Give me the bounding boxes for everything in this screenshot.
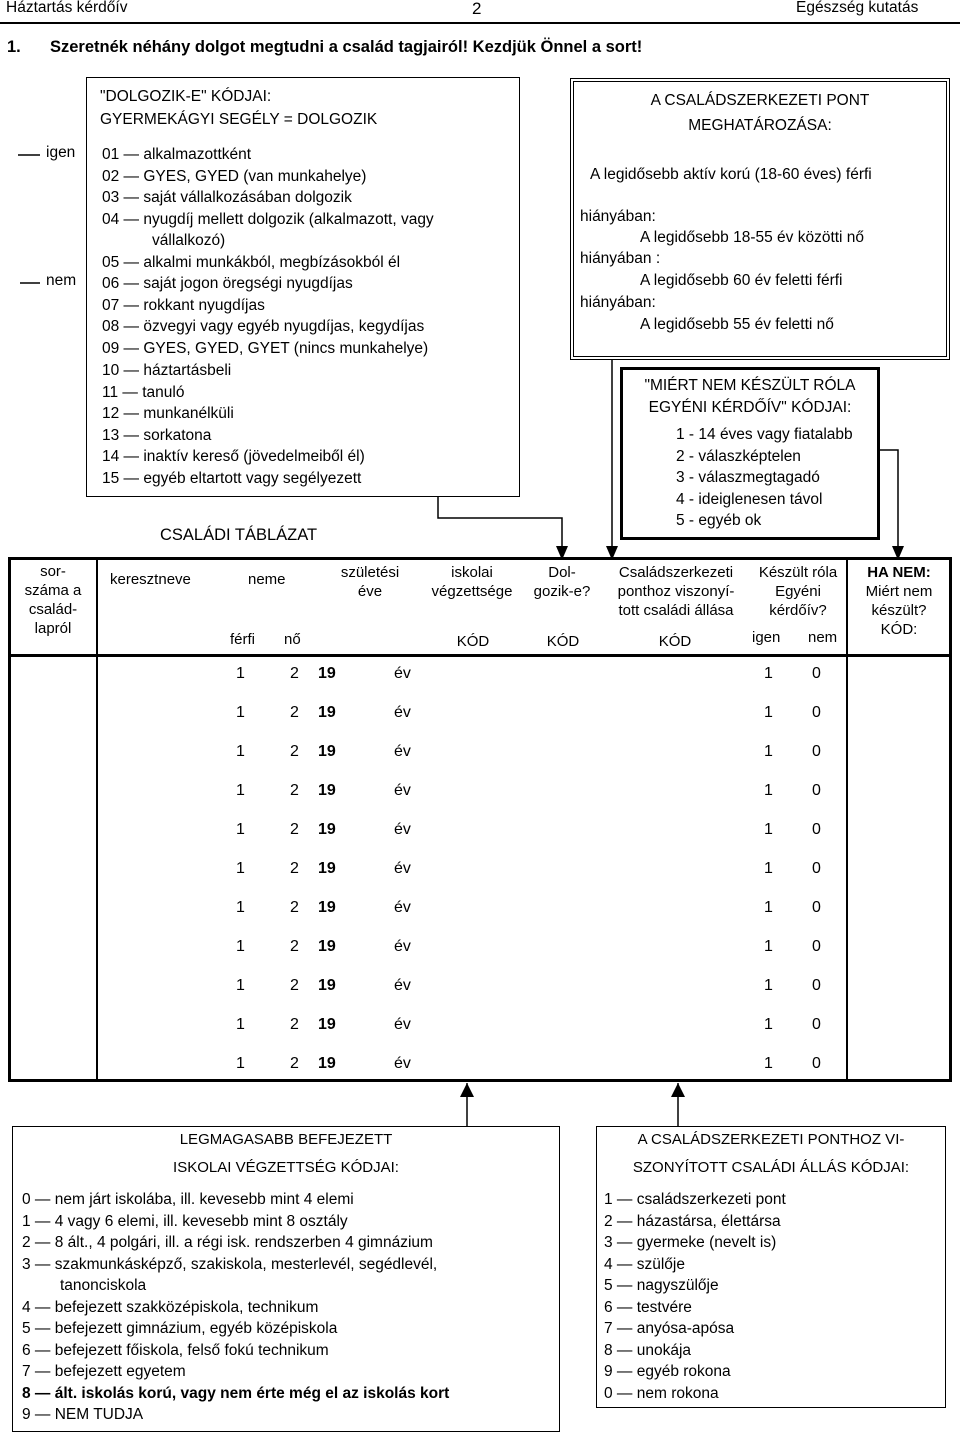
col-neme: neme — [248, 571, 286, 588]
year-unit: év — [394, 743, 411, 760]
sex-female-code[interactable]: 2 — [290, 899, 299, 916]
sex-female-code[interactable]: 2 — [290, 977, 299, 994]
education-title: LEGMAGASABB BEFEJEZETT — [179, 1131, 393, 1148]
col-no: nő — [284, 631, 301, 648]
education-item: 1 — 4 vagy 6 elemi, ill. kevesebb mint 8 osztály — [22, 1212, 348, 1230]
work-code-item: 15 — egyéb eltartott vagy segélyezett — [102, 469, 362, 487]
col-csaladszerkezeti: Családszerkezeti ponthoz viszonyí- tott családi állása — [617, 564, 735, 619]
survey-no-code[interactable]: 0 — [812, 1016, 821, 1033]
relation-list — [604, 1189, 786, 1404]
relation-subtitle: SZONYÍTOTT CSALÁDI ÁLLÁS KÓDJAI: — [632, 1159, 910, 1176]
work-code-item: 10 — háztartásbeli — [102, 362, 232, 379]
survey-no-code[interactable]: 0 — [812, 938, 821, 955]
head-point-title: A CSALÁDSZERKEZETI PONT — [650, 92, 870, 109]
sex-female-code[interactable]: 2 — [290, 860, 299, 877]
header-left: Háztartás kérdőív — [6, 0, 128, 16]
family-table-title: CSALÁDI TÁBLÁZAT — [160, 526, 318, 544]
col-iskolai-kod: KÓD — [456, 633, 490, 650]
education-item: 5 — befejezett gimnázium, egyéb középiskola — [22, 1320, 338, 1337]
sex-female-code[interactable]: 2 — [290, 665, 299, 682]
education-item: 3 — szakmunkásképző, szakiskola, mesterlevél, segédlevél, — [22, 1255, 438, 1273]
work-code-item: 03 — saját vállalkozásában dolgozik — [102, 189, 352, 206]
birth-year-prefix: 19 — [318, 782, 336, 799]
birth-year-prefix: 19 — [318, 899, 336, 916]
relation-item: 9 — egyéb rokona — [604, 1363, 731, 1380]
survey-no-code[interactable]: 0 — [812, 860, 821, 877]
sex-male-code[interactable]: 1 — [236, 782, 245, 799]
education-subtitle: ISKOLAI VÉGZETTSÉG KÓDJAI: — [173, 1159, 399, 1176]
survey-yes-code[interactable]: 1 — [764, 704, 773, 721]
relation-item: 1 — családszerkezeti pont — [604, 1191, 786, 1208]
education-item: 0 — nem járt iskolába, ill. kevesebb mint 4 elemi — [22, 1191, 354, 1208]
work-code-item: 05 — alkalmi munkákból, megbízásokból él — [102, 253, 401, 271]
sex-female-code[interactable]: 2 — [290, 938, 299, 955]
relation-title: A CSALÁDSZERKEZETI PONTHOZ VI- — [637, 1131, 905, 1148]
relation-item: 2 — házastársa, élettársa — [604, 1212, 781, 1230]
work-code-item: 14 — inaktív kereső (jövedelmeiből él) — [102, 448, 365, 465]
why-not-item: 2 - válaszképtelen — [676, 447, 801, 465]
question-text: Szeretnék néhány dolgot megtudni a család tagjairól! Kezdjük Önnel a sort! — [50, 38, 643, 56]
sex-male-code[interactable]: 1 — [236, 1055, 245, 1072]
relation-item: 6 — testvére — [604, 1298, 692, 1316]
sex-male-code[interactable]: 1 — [236, 704, 245, 721]
work-code-item: vállalkozó) — [152, 232, 226, 249]
col-szuletesi: születési éve — [340, 564, 400, 600]
table-header-rule — [8, 654, 952, 657]
work-code-item: 12 — munkanélküli — [102, 405, 234, 422]
sex-male-code[interactable]: 1 — [236, 821, 245, 838]
survey-yes-code[interactable]: 1 — [764, 821, 773, 838]
education-item: 6 — befejezett főiskola, felső fokú technikum — [22, 1341, 329, 1359]
year-unit: év — [394, 821, 411, 838]
work-code-item: 09 — GYES, GYED, GYET (nincs munkahelye) — [102, 339, 429, 357]
why-not-item: 3 - válaszmegtagadó — [676, 469, 820, 486]
igen-label: igen — [46, 144, 76, 161]
work-code-item: 07 — rokkant nyugdíjas — [102, 296, 265, 314]
relation-item: 0 — nem rokona — [604, 1384, 719, 1402]
survey-yes-code[interactable]: 1 — [764, 782, 773, 799]
work-code-item: 06 — saját jogon öregségi nyugdíjas — [102, 275, 353, 292]
birth-year-prefix: 19 — [318, 977, 336, 994]
head-point-line: A legidősebb 18-55 év közötti nő — [640, 229, 865, 246]
birth-year-prefix: 19 — [318, 1055, 336, 1072]
col-igen: igen — [752, 629, 781, 646]
head-point-line: A legidősebb aktív korú (18-60 éves) férfi — [590, 166, 872, 183]
survey-no-code[interactable]: 0 — [812, 977, 821, 994]
survey-no-code[interactable]: 0 — [812, 899, 821, 916]
relation-item: 3 — gyermeke (nevelt is) — [604, 1234, 777, 1251]
year-unit: év — [394, 665, 411, 682]
survey-yes-code[interactable]: 1 — [764, 977, 773, 994]
relation-item: 5 — nagyszülője — [604, 1277, 719, 1294]
why-not-title: "MIÉRT NEM KÉSZÜLT RÓLA — [644, 377, 856, 394]
work-code-item: 08 — özvegyi vagy egyéb nyugdíjas, kegydíjas — [102, 318, 425, 335]
col-ha-nem: HA NEM: Miért nem készült? KÓD: — [865, 564, 933, 638]
work-codes-list-1 — [102, 144, 434, 359]
why-not-subtitle: EGYÉNI KÉRDŐÍV" KÓDJAI: — [648, 399, 852, 416]
work-code-item: 11 — tanuló — [102, 383, 185, 401]
head-point-line: hiányában: — [580, 294, 656, 311]
head-point-line: A legidősebb 60 év feletti férfi — [640, 272, 843, 289]
sex-male-code[interactable]: 1 — [236, 665, 245, 682]
survey-no-code[interactable]: 0 — [812, 665, 821, 682]
birth-year-prefix: 19 — [318, 938, 336, 955]
year-unit: év — [394, 1055, 411, 1072]
survey-no-code[interactable]: 0 — [812, 821, 821, 838]
sex-female-code[interactable]: 2 — [290, 1055, 299, 1072]
why-not-item: 5 - egyéb ok — [676, 512, 762, 529]
education-item: tanonciskola — [60, 1277, 147, 1294]
col-dolgozik-kod: KÓD — [546, 633, 580, 650]
sex-male-code[interactable]: 1 — [236, 743, 245, 760]
year-unit: év — [394, 1016, 411, 1033]
sex-female-code[interactable]: 2 — [290, 704, 299, 721]
relation-item: 4 — szülője — [604, 1255, 685, 1273]
survey-no-code[interactable]: 0 — [812, 1055, 821, 1072]
head-point-subtitle: MEGHATÁROZÁSA: — [688, 117, 832, 134]
col-csaladszerkezeti-kod: KÓD — [658, 633, 692, 650]
col-sorszam: sor- száma a család- lapról — [24, 563, 82, 637]
col-keresztneve: keresztneve — [110, 571, 191, 588]
nem-label: nem — [46, 272, 77, 289]
table-col-divider — [96, 557, 98, 1082]
work-codes-list-2 — [102, 360, 365, 489]
education-item: 9 — NEM TUDJA — [22, 1406, 144, 1423]
education-list — [22, 1189, 449, 1426]
survey-no-code[interactable]: 0 — [812, 782, 821, 799]
work-codes-title: "DOLGOZIK-E" KÓDJAI: — [100, 88, 272, 105]
birth-year-prefix: 19 — [318, 743, 336, 760]
year-unit: év — [394, 977, 411, 994]
year-unit: év — [394, 704, 411, 721]
education-item: 8 — ált. iskolás korú, vagy nem érte még el az iskolás kort — [22, 1384, 450, 1402]
why-not-item: 1 - 14 éves vagy fiatalabb — [676, 426, 853, 443]
education-item: 4 — befejezett szakközépiskola, technikum — [22, 1298, 319, 1316]
head-point-line: hiányában: — [580, 208, 656, 225]
head-point-line: hiányában : — [580, 250, 661, 267]
work-code-item: 04 — nyugdíj mellett dolgozik (alkalmazott, vagy — [102, 210, 434, 228]
sex-male-code[interactable]: 1 — [236, 977, 245, 994]
header-right: Egészség kutatás — [796, 0, 919, 16]
survey-yes-code[interactable]: 1 — [764, 743, 773, 760]
survey-yes-code[interactable]: 1 — [764, 1016, 773, 1033]
work-code-item: 01 — alkalmazottként — [102, 146, 252, 163]
survey-yes-code[interactable]: 1 — [764, 860, 773, 877]
sex-male-code[interactable]: 1 — [236, 860, 245, 877]
col-iskolai: iskolai végzettsége — [431, 564, 513, 600]
sex-female-code[interactable]: 2 — [290, 743, 299, 760]
sex-female-code[interactable]: 2 — [290, 782, 299, 799]
education-item: 7 — befejezett egyetem — [22, 1363, 186, 1380]
birth-year-prefix: 19 — [318, 860, 336, 877]
sex-male-code[interactable]: 1 — [236, 899, 245, 916]
survey-yes-code[interactable]: 1 — [764, 665, 773, 682]
page-number: 2 — [472, 0, 482, 18]
year-unit: év — [394, 899, 411, 916]
year-unit: év — [394, 938, 411, 955]
work-code-item: 02 — GYES, GYED (van munkahelye) — [102, 167, 367, 185]
year-unit: év — [394, 860, 411, 877]
col-nem: nem — [808, 629, 838, 646]
year-unit: év — [394, 782, 411, 799]
work-code-item: 13 — sorkatona — [102, 426, 212, 444]
work-codes-subtitle: GYERMEKÁGYI SEGÉLY = DOLGOZIK — [100, 111, 378, 128]
col-ferfi: férfi — [230, 631, 256, 648]
head-point-line: A legidősebb 55 év feletti nő — [640, 316, 834, 333]
col-dolgozik: Dol- gozik-e? — [533, 564, 591, 600]
question-number: 1. — [7, 38, 21, 56]
sex-female-code[interactable]: 2 — [290, 821, 299, 838]
why-not-item: 4 - ideiglenesen távol — [676, 490, 823, 508]
sex-male-code[interactable]: 1 — [236, 1016, 245, 1033]
birth-year-prefix: 19 — [318, 704, 336, 721]
why-not-list — [676, 424, 853, 532]
education-item: 2 — 8 ált., 4 polgári, ill. a régi isk. rendszerben 4 gimnázium — [22, 1234, 433, 1251]
relation-item: 7 — anyósa-apósa — [604, 1320, 735, 1337]
sex-female-code[interactable]: 2 — [290, 1016, 299, 1033]
birth-year-prefix: 19 — [318, 665, 336, 682]
survey-no-code[interactable]: 0 — [812, 743, 821, 760]
survey-yes-code[interactable]: 1 — [764, 938, 773, 955]
survey-no-code[interactable]: 0 — [812, 704, 821, 721]
birth-year-prefix: 19 — [318, 821, 336, 838]
relation-item: 8 — unokája — [604, 1341, 692, 1359]
survey-yes-code[interactable]: 1 — [764, 899, 773, 916]
sex-male-code[interactable]: 1 — [236, 938, 245, 955]
col-keszult: Készült róla Egyéni kérdőív? — [758, 564, 838, 619]
survey-yes-code[interactable]: 1 — [764, 1055, 773, 1072]
birth-year-prefix: 19 — [318, 1016, 336, 1033]
